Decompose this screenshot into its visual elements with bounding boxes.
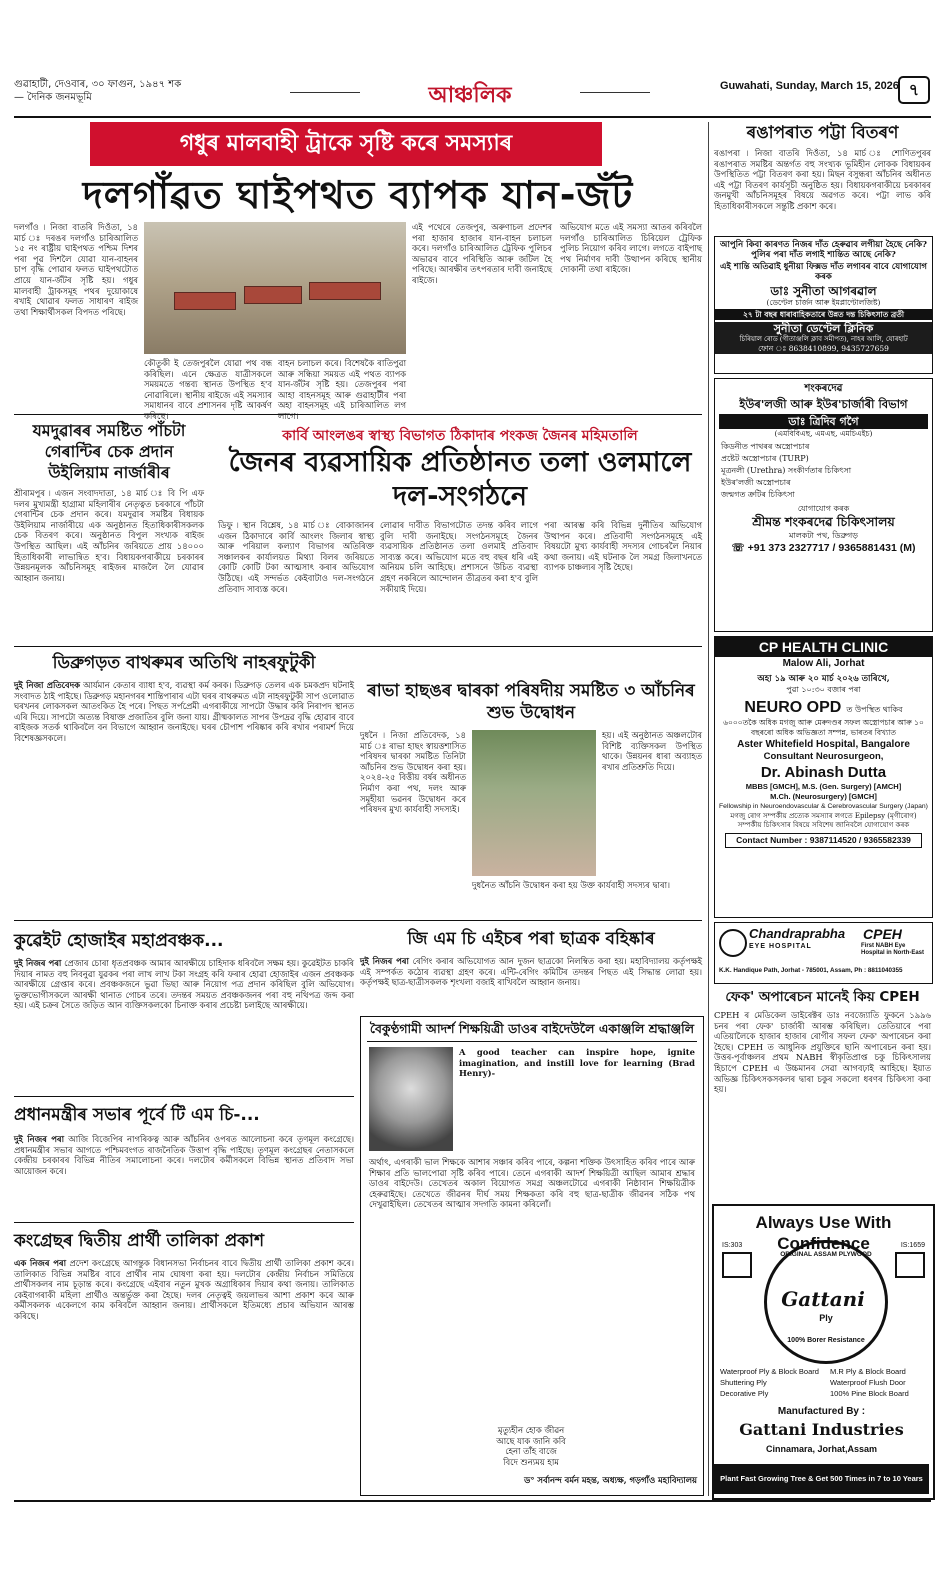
lead-body-col5: অভিযোগ মতে এই সমস্যা আতৰ কৰিবলৈ দলগাঁও চাৰিআলিত চিৰিয়েল ট্ৰেফিক পুলিচ নিয়োগ কৰিব লাগে। লগতে বাইপাছ পথ নিৰ্মাণৰ দাবী উত্থাপন কৰিছে স্থানীয় দোকানী তথা ৰাইজে। <box>560 222 702 275</box>
karbi-headline: জৈনৰ ব্যৱসায়িক প্ৰতিষ্ঠানত তলা ওলমালে দল-সংগঠনে <box>228 447 692 512</box>
gmch-headline: জি এম চি এইচৰ পৰা ছাত্ৰক বহিষ্কাৰ <box>407 929 655 949</box>
pm-headline: প্ৰধানমন্ত্ৰীৰ সভাৰ পূৰ্বে টি এম চি-... <box>14 1105 260 1125</box>
dental-ad-address: চিৰিয়াল ৰোড (গীতাঞ্জলি ক্লাব সমীপত), নাহৰ আলি, যোৰহাট <box>715 335 932 344</box>
urology-ad-contact-label: যোগাযোগ কৰক <box>797 504 850 513</box>
section-rule <box>14 414 702 415</box>
cpeh-ad-address: K.K. Handique Path, Jorhat - 785001, Assam, Ph : 8811040355 <box>719 967 903 974</box>
cp-ad-fellowship: Fellowship in Neuroendovascular & Cerebrovascular Surgery (Japan) <box>719 803 928 810</box>
congress-headline: কংগ্ৰেছৰ দ্বিতীয় প্ৰাৰ্থী তালিকা প্ৰকাশ <box>14 1231 265 1251</box>
lead-body-col2: কৌতুকী ই তেজপুৰলৈ যোৱা পথ বন্ধ কৰিছিল। এনে ক্ষেত্ৰত যাত্ৰীসকলে সময়মতে গন্তব্য স্থানত উপস্থিত হ'ব নোৱাৰিলে। স্থানীয় ৰাইজে এই সমস্যাৰ সমাধানৰ বাবে প্ৰশাসনৰ দৃষ্টি আকৰ্ষণ কৰিছে। <box>144 358 272 421</box>
masthead-rule <box>14 116 931 118</box>
dibrugarh-byline: দুই নিজা প্ৰতিবেদক <box>14 680 80 690</box>
congress-body <box>14 1258 354 1494</box>
page-bottom-rule <box>14 1500 931 1502</box>
gattani-ad-slogan: Always Use With Confidence <box>755 1213 892 1253</box>
obituary-body: অৰ্থাৎ, এগৰাকী ভাল শিক্ষকে আশাৰ সঞ্চাৰ কৰিব পাৰে, কল্পনা শক্তিক উৎসাহিত কৰিব পাৰে আৰু শিক্ষাৰ প্ৰতি ভালপোৱা সৃষ্টি কৰিব পাৰে। তেনে এগৰাকী আদৰ্শ শিক্ষয়িত্ৰী আছিল আমাৰ শ্ৰদ্ধাৰ ডাওৰ বাইদেউ। তেখেতৰ অকাল বিয়োগত সমগ্ৰ অঞ্চলটোৱে এগৰাকী নিষ্ঠাবান শিক্ষয়িত্ৰীক হেৰুৱাইছে। তেখেতে জীৱনৰ দীৰ্ঘ সময় শিক্ষকতা কৰি বহু ছাত্ৰ-ছাত্ৰীক জীৱনৰ সঠিক পথ দেখুৱাইছিল। তেখেতৰ আত্মাৰ সদগতি কামনা কৰিলোঁ। <box>369 1157 695 1210</box>
section-rule <box>14 646 702 647</box>
gattani-company: Gattani Industries <box>739 1420 904 1439</box>
cp-ad-time: পুৱা ১০:৩০ বজাৰ পৰা <box>786 685 861 694</box>
masthead-paper-subtitle: — দৈনিক জনমভূমি <box>14 92 92 103</box>
obituary-headline: বৈকুণ্ঠগামী আদৰ্শ শিক্ষয়িত্ৰী ডাওৰ বাইদেউলৈ একাঞ্জলি শ্ৰদ্ধাঞ্জলি <box>367 1021 697 1042</box>
gattani-ad <box>712 1204 935 1500</box>
gattani-seal-brand: Gattani <box>781 1287 865 1311</box>
rabha-body-col2: হয়। এই অনুষ্ঠানত অঞ্চলটোৰ বিশিষ্ট ব্যক্তিসকল উপস্থিত থাকে। উন্নয়নৰ ধাৰা অব্যাহত ৰখাৰ প্ৰতিশ্ৰুতি দিয়ে। <box>602 730 702 772</box>
obituary-signature: ড° সৰ্বানন্দ বৰ্মন মহন্ত, অধ্যক্ষ, গড়গাঁও মহাবিদ্যালয় <box>524 1475 697 1485</box>
pm-text: আজি বিজেপিৰ নাগৰিকত্ব আৰু আঁচনিৰ ওপৰত আলোচনা কৰে তৃণমূল কংগ্ৰেছে। প্ৰধানমন্ত্ৰীৰ সভাৰ আগতে পশ্চিমবংগত ৰাজনৈতিক উত্তাপ বৃদ্ধি পাইছে। তৃণমূল কংগ্ৰেছৰ নেতাসকলে কেন্দ্ৰীয় চৰকাৰৰ বিভিন্ন নীতিৰ সমালোচনা কৰে। দলটোৰ কৰ্মীসকলে বিভিন্ন স্থানত প্ৰতিবাদ সভা আয়োজন কৰে। <box>14 1134 354 1176</box>
cpeh-article-headline: ফেক' অপাৰেচন মানেই কিয় CPEH <box>725 989 920 1005</box>
cp-ad-opd-suffix: ত উপস্থিত থাকিব <box>846 705 903 714</box>
obituary-box <box>360 1016 704 1496</box>
gattani-mfd-by: Manufactured By : <box>777 1406 866 1417</box>
cp-ad-hospital: Aster Whitefield Hospital, Bangalore <box>737 739 910 750</box>
gmch-byline: দুই নিজৰ পৰা <box>360 956 409 966</box>
gattani-product-item: Waterproof Flush Door <box>830 1378 906 1387</box>
obituary-photo <box>369 1047 453 1151</box>
urology-ad-phone <box>715 541 932 555</box>
cp-ad-date: অহা ১৯ আৰু ২০ মাৰ্চ ২০২৬ তাৰিখে, <box>757 674 890 684</box>
gattani-products-left <box>720 1366 828 1399</box>
gattani-product-item: Waterproof Ply & Block Board <box>720 1367 819 1376</box>
gattani-ad-is-left: IS:303 <box>722 1242 743 1249</box>
masthead-date-english: Guwahati, Sunday, March 15, 2026 <box>720 80 899 92</box>
cp-ad-degrees1: MBBS [GMCH], M.S. (Gen. Surgery) [AMCH] <box>745 782 902 791</box>
rabha-caption: দুধনৈত আঁচনি উদ্বোধন কৰা হয় উক্ত কাৰ্যবাহী সদস্যৰ দ্বাৰা। <box>472 880 671 890</box>
gmch-body <box>360 956 702 1010</box>
isi-mark-icon <box>895 1252 925 1278</box>
dental-ad-phone: ফোন ঃ 8638410899, 9435727659 <box>715 344 932 354</box>
karbi-body-col3: পৰা আৰম্ভ কৰি বিভিন্ন দুৰ্নীতিৰ অভিযোগ উত্থাপন কৰে। প্ৰতিবাদী সংগঠনসমূহে এই বিষয়টো মুখ্য কাৰ্যবাহী সদস্যৰ গোচৰলৈ নিয়াৰ কথা জনায়। এই ঘটনাক লৈ সমগ্ৰ জিলাখনতে ব্যাপক চাঞ্চল্যৰ সৃষ্টি হৈছে। <box>544 520 702 573</box>
column-divider <box>708 122 709 1496</box>
lead-body-col3: বাহন চলাচল কৰে। বিশেষকৈ ৰাতিপুৱা আৰু সন্ধিয়া সময়ত এই পথত ব্যাপক যান-জঁটৰ সৃষ্টি হয়। তেজপুৰৰ পৰা আহা বাহনসমূহ আৰু গুৱাহাটীৰ পৰা অহা বাহনসমূহ এই চাৰিআলিত লগ লাগে। <box>278 358 406 421</box>
kuwait-body <box>14 958 354 1088</box>
cp-ad-contact: Contact Number : 9387114520 / 9365582339 <box>725 833 922 848</box>
cp-health-ad <box>714 636 933 918</box>
ranghar-body: ৰঙাপৰা ৷ নিজা বাতৰি দিওঁতা, ১৪ মাৰ্চ ঃ শোণিতপুৰৰ ৰঙাপৰাত সমষ্টিৰ অন্তৰ্গত বহু সংখ্যক ভূমিহীন লোকক বিধায়কৰ উপস্থিতিত পট্টা বিতৰণ কৰা হয়। মিছন বসুন্ধৰা আঁচনিৰ অধীনত এই পট্টা বিতৰণ কাৰ্যসূচী অনুষ্ঠিত হয়। বিধায়কগৰাকীয়ে চৰকাৰৰ জনমুখী আঁচনিসমূহৰ বিষয়ে অৱগত কৰে। পট্টা লাভ কৰি হিতাধিকাৰীসকলে সন্তুষ্টি প্ৰকাশ কৰে। <box>714 148 931 211</box>
dental-ad-clinic: সুনীতা ডেণ্টেল ক্লিনিক <box>715 322 932 335</box>
urology-ad-doctor: ডাঃ ত্ৰিদিব গগৈ <box>719 414 928 429</box>
lead-body-col1: দলগাঁও ৷ নিজা বাতৰি দিওঁতা, ১৪ মাৰ্চ ঃ দৰঙৰ দলগাঁও চাৰিআলিত ১৫ নং ৰাষ্ট্ৰীয় ঘাইপথত পশ্চিম দিশৰ পৰা পূৱ দিশলৈ যোৱা যান-বাহনৰ চাপ বৃদ্ধি পোৱাৰ ফলত ঘাইপথটোত প্ৰায়ে যান-জঁটৰ সৃষ্টি হয়। গধুৰ মালবাহী ট্ৰাকসমূহ পথৰ দুয়োকাষে ৰখাই থোৱাৰ ফলত সাধাৰণ ৰাইজ তথা শিক্ষাৰ্থীসকল বিপদত পৰিছে। <box>14 222 138 317</box>
urology-ad-phone-text: +91 373 2327717 / 9365881431 (M) <box>747 542 916 554</box>
urology-ad-services <box>715 439 932 503</box>
gattani-seal-brand-sub: Ply <box>819 1313 833 1323</box>
pm-body <box>14 1134 354 1214</box>
eye-icon <box>719 929 747 957</box>
dental-ad <box>714 236 933 374</box>
masthead <box>0 76 945 118</box>
karbi-body-col1: ডিফু ৷ স্থান বিশ্লেষ, ১৪ মাৰ্চ ঃ বোকাজানৰ এজন ঠিকাদাৰে কাৰ্বি আংলং জিলাৰ স্বাস্থ্য আৰু পৰিয়াল কল্যাণ বিভাগৰ অতিৰিক্ত সঞ্চালকৰ কাৰ্যালয়ত মিথ্যা বিলৰ জৰিয়তে কোটি কোটি টকা আত্মসাৎ কৰাৰ অভিযোগ উঠিছে। এই সন্দৰ্ভত কেইবাটাও দল-সংগঠনে প্ৰতিবাদ সাব্যস্ত কৰে। <box>218 520 374 594</box>
cp-ad-doctor: Dr. Abinash Dutta <box>760 764 887 781</box>
cp-ad-experience: ৬০০০তকৈ অধিক মগজু আৰু মেৰুদণ্ডৰ সফল অস্ত্ৰোপচাৰ আৰু ১০ বছৰৰো অধিক অভিজ্ঞতা সম্পন্ন, ভাৰতৰ বিখ্যাত <box>723 718 924 737</box>
urology-service-item: মূত্ৰনলী (Urethra) সংকীৰ্ণতাৰ চিকিৎসা <box>721 466 852 475</box>
phone-icon: ☏ <box>731 542 748 554</box>
kuwait-headline: কুৱেইট হোজাইৰ মহাপ্ৰবঞ্চক... <box>14 931 224 951</box>
karbi-kicker: কাৰ্বি আংলঙৰ স্বাস্থ্য বিভাগত ঠিকাদাৰ পংকজ জৈনৰ মহিমতালি <box>282 428 638 444</box>
rabha-headline: ৰাভা হাছঙৰ দ্বাৰকা পৰিষদীয় সমষ্টিত ৩ আঁচনিৰ শুভ উদ্বোধন <box>367 681 695 723</box>
dibrugarh-headline: ডিব্ৰুগড়ত বাথৰুমৰ অতিথি নাহৰফুটুকী <box>52 653 316 673</box>
paper-logo: আঞ্চলিক <box>370 78 570 115</box>
congress-byline: এক নিজৰ পৰা <box>14 1258 67 1268</box>
page-number: ৭ <box>898 76 930 104</box>
cpeh-ad-tag: First NABH Eye Hospital in North-East <box>861 943 925 956</box>
gattani-location: Cinnamara, Jorhat,Assam <box>765 1444 878 1454</box>
cpeh-ad <box>714 922 933 984</box>
yamduar-body: শ্ৰীৰামপুৰ ৷ এজন সংবাদদাতা, ১৪ মাৰ্চ ঃ বি পি এফ দলৰ মুখ্যমন্ত্ৰী হাগ্ৰামা মহিলাৰীৰ নেতৃত্বত চৰকাৰে পাঁচটা গেৰান্টিৰ চেক প্ৰদান কৰে। যমদুৱাৰ সমষ্টিৰ বিধায়ক উইলিয়াম নাৰ্জাৰীয়ে এক অনুষ্ঠানত হিতাধিকাৰীসকলক চেক বিতৰণ কৰে। অনুষ্ঠানত বিপুল সংখ্যক ৰাইজ উপস্থিত আছিল। এই আঁচনিৰ জৰিয়তে প্ৰায় ১৪০০০ হিতাধিকাৰী লাভান্বিত হ'ব। বিধায়কগৰাকীয়ে চৰকাৰৰ উন্নয়নমূলক আঁচনিসমূহ ৰাইজৰ মাজলৈ লৈ যোৱাৰ আহ্বান জনায়। <box>14 488 204 583</box>
gattani-products-right <box>830 1366 930 1399</box>
urology-service-item: কিডনীত পাথৰৰ অস্ত্ৰোপচাৰ <box>721 442 810 451</box>
cp-ad-opd-line <box>715 697 932 717</box>
cp-ad-title: CP HEALTH CLINIC <box>715 637 932 657</box>
cpeh-ad-logo: CPEH <box>863 926 902 942</box>
cpeh-ad-sub: EYE HOSPITAL <box>749 943 812 950</box>
obituary-poem: মৃত্যুহীন হোক জীৱন আছে যাক জানি কবি হেনা তাঁহ বাজে বিদে শুন্যময় হাম <box>496 1425 566 1467</box>
masthead-date-line: গুৱাহাটী, দেওবাৰ, ৩০ ফাগুন, ১৯৪৭ শক <box>14 79 182 90</box>
dental-ad-doctor: ডাঃ সুনীতা আগৰৱাল <box>770 284 877 298</box>
cp-ad-opd: NEURO OPD <box>744 699 842 716</box>
cp-ad-note: মগজু ৰোগ সম্পৰ্কীয় প্ৰত্যেক সমস্যাৰ লগতে Epilepsy (মৃগীৰোগ) সম্পৰ্কীয় চিকিৎসাৰ বিষয়ে সবিশেষ জানিবলৈ যোগাযোগ কৰক <box>730 812 917 829</box>
ranghar-headline: ৰঙাপৰাত পট্টা বিতৰণ <box>746 123 899 143</box>
urology-ad-hospital: শ্ৰীমন্ত শংকৰদেৱ চিকিৎসালয় <box>752 514 895 529</box>
urology-ad-doctor-sub: (এমবিবিএছ, এমএছ, এমচিএইচ) <box>774 429 873 438</box>
truck-shape <box>244 286 302 304</box>
gattani-seal-bottom: 100% Borer Resistance <box>787 1337 865 1344</box>
gattani-product-item: M.R Ply & Block Board <box>830 1367 906 1376</box>
urology-ad <box>714 378 933 632</box>
lead-body-col4: এই পথেৰে তেজপুৰ, অৰুণাচল প্ৰদেশৰ পৰা হাজাৰ হাজাৰ যান-বাহন চলাচল কৰে। দলগাঁও চাৰিআলিত ট্ৰেফিক পুলিচৰ অভাৱৰ বাবে পৰিস্থিতি আৰু জটিল হৈ পৰিছে। আৰক্ষীৰ তৎপৰতাৰ দাবী জনাইছে ৰাইজে। <box>412 222 552 285</box>
dental-ad-line2: এই শান্তি অতিৱাই ধুনীয়া ফিক্সড দাঁত লগাবৰ বাবে যোগাযোগ কৰক <box>720 262 927 282</box>
yamduar-headline: যমদুৱাৰৰ সমষ্টিত পাঁচটা গেৰান্টিৰ চেক প্ৰদান উইলিয়াম নাৰ্জাৰীৰ <box>32 421 186 482</box>
cp-ad-role: Consultant Neurosurgeon, <box>763 751 884 762</box>
lead-headline: দলগাঁৱত ঘাইপথত ব্যাপক যান-জঁট <box>82 173 634 217</box>
truck-shape <box>309 282 381 300</box>
congress-text: প্ৰদেশ কংগ্ৰেছে আগন্তুক বিধানসভা নিৰ্বাচনৰ বাবে দ্বিতীয় প্ৰাৰ্থী তালিকা প্ৰকাশ কৰে। তালিকাত বিভিন্ন সমষ্টিৰ বাবে প্ৰাৰ্থীৰ নাম ঘোষণা কৰা হয়। দলটোৰ কেন্দ্ৰীয় নিৰ্বাচন সমিতিয়ে প্ৰাৰ্থীসকলৰ নাম চূড়ান্ত কৰে। কংগ্ৰেছে এইবাৰ নতুন মুখক অগ্ৰাধিকাৰ দিয়াৰ কথা জনায়। তালিকাত কেইবাগৰাকী মহিলা প্ৰাৰ্থীও অন্তৰ্ভুক্ত কৰা হৈছে। দলৰ নেতৃত্বই জয়লাভৰ আশা প্ৰকাশ কৰে আৰু কৰ্মীসকলক একেলগে কাম কৰিবলৈ আহ্বান জনায়। প্ৰাৰ্থীসকলে ইতিমধ্যে প্ৰচাৰ অভিযান আৰম্ভ কৰিছে। <box>14 1258 354 1321</box>
karbi-body-col2: লোৱাৰ দাবীত বিভাগটোত তদন্ত কৰিব লাগে বুলি দাবী জনাইছে। সংগঠনসমূহে জৈনৰ ব্যৱসায়িক প্ৰতিষ্ঠানত তলা ওলমাই প্ৰতিবাদ সাব্যস্ত কৰে। অভিযোগ মতে বহু বছৰ ধৰি এই অনিয়ম চলি আহিছে। প্ৰশাসনে উচিত ব্যৱস্থা গ্ৰহণ নকৰিলে আন্দোলন তীব্ৰতৰ কৰা হ'ব বুলি সকীয়াই দিয়ে। <box>380 520 538 594</box>
dibrugarh-body <box>14 680 354 916</box>
section-rule <box>14 1222 354 1223</box>
gmch-text: ৰেগিং কৰাৰ অভিযোগত আন দুজন ছাত্ৰকো নিলম্বিত কৰা হয়। মহাবিদ্যালয় কৰ্তৃপক্ষই এই সম্পৰ্কত কঠোৰ ব্যৱস্থা গ্ৰহণ কৰে। এন্টি-ৰেগিং কমিটিৰ তদন্তৰ পিছত এই সিদ্ধান্ত লোৱা হয়। কৰ্তৃপক্ষই ছাত্ৰ-ছাত্ৰীসকলক শৃংখলা বজাই ৰাখিবলৈ আহ্বান জনায়। <box>360 956 702 988</box>
gattani-product-item: Shuttering Ply <box>720 1378 767 1387</box>
kuwait-text: প্ৰেজাৰ চোৰা ধৃতপ্ৰবঞ্চক আমাৰ আৰক্ষীয়ে চাহিদাক ধৰিবলৈ সক্ষম হয়। কুৱেইটত চাকৰি দিয়াৰ নামত বহু নিবনুৱা যুৱকৰ পৰা লাখ লাখ টকা সংগ্ৰহ কৰি ফৰাৰ হোৱা হোজাইৰ এজন প্ৰবঞ্চকক আৰক্ষীয়ে গ্ৰেপ্তাৰ কৰে। প্ৰবঞ্চকজনে ভুৱা ভিছা আৰু নিয়োগ পত্ৰ প্ৰদান কৰিছিল বুলি অভিযোগ। ভুক্তভোগীসকলে আৰক্ষী থানাত গোচৰ তৰে। তদন্তৰ সময়ত প্ৰবঞ্চকজনৰ পৰা বহু নথিপত্ৰ জব্দ কৰা হয়। এই চক্ৰৰ সৈতে জড়িত আন ব্যক্তিসকলকো চিনাক্ত কৰাৰ প্ৰচেষ্টা চলাইছে আৰক্ষীয়ে। <box>14 958 354 1011</box>
dental-ad-years: ২৭ টা বছৰ ধাৰাবাহিকতাৰে উন্নত দন্ত চিকিৎসাত ব্ৰতী <box>715 309 932 320</box>
gattani-product-item: 100% Pine Block Board <box>830 1389 909 1398</box>
urology-service-item: ইউৰ'লজী অস্ত্ৰোপচাৰ <box>721 478 791 487</box>
section-rule <box>14 920 702 921</box>
cp-ad-subtitle: Malow Ali, Jorhat <box>782 658 865 669</box>
gattani-seal-top: ORIGINAL ASSAM PLYWOOD <box>780 1251 872 1258</box>
urology-ad-address: মালকটা পথ, ডিব্ৰুগড় <box>788 531 859 540</box>
truck-shape <box>174 292 236 310</box>
lead-photo <box>144 222 406 354</box>
dental-ad-line1: আপুনি কিবা কাৰণত নিজৰ দাঁত হেৰুৱাব লগীয়া হৈছে নেকি? পুলিৰ পৰা দাঁত লগাই শান্তিত আছে নেকি? <box>720 240 927 260</box>
gattani-ad-is-right: IS:1659 <box>900 1242 925 1249</box>
isi-mark-icon <box>722 1252 752 1278</box>
urology-service-item: প্ৰষ্টেট অস্ত্ৰোপচাৰ (TURP) <box>721 454 809 463</box>
dental-ad-doctor-sub: (ডেণ্টেল চাৰ্জন আৰু ইমপ্লাণ্টোলজিষ্ট) <box>766 298 881 307</box>
obituary-quote: A good teacher can inspire hope, ignite imagination, and instill love for learning (Brad Henry)- <box>459 1047 695 1079</box>
obituary-body-top <box>459 1047 695 1151</box>
dibrugarh-text: আৰ্যমান কেতাৰ ব্যাধা হ'ব, ব্যৱস্থা কৰ্ম কৰক। ডিব্ৰুগড় তেলৰ এক চমকপ্ৰদ ঘটনাই সংবাদত ঠাই পাইছে। ডিব্ৰুগড় মহানগৰৰ শান্তিপাৰাৰ এটা ঘৰৰ বাথৰুমত এটা নাহৰফুটুকী সাপ ওলোৱাত ঘৰখনৰ লোকসকল আতংকিত হৈ পৰে। পিছত সৰ্পপ্ৰেমী এগৰাকীয়ে সাপটো উদ্ধাৰ কৰি নিৰাপদ স্থানত এৰি দিয়ে। সাপটো অত্যন্ত বিষাক্ত প্ৰজাতিৰ বুলি জনা যায়। গ্ৰীষ্মকালত সাপৰ উপদ্ৰৱ বৃদ্ধি হোৱাৰ বাবে ৰাইজক সতৰ্ক থাকিবলৈ বন বিভাগে আহ্বান জনাইছে। ঘৰৰ চৌপাশ পৰিষ্কাৰ কৰি ৰখাৰ পৰামৰ্শ দিয়ে বিশেষজ্ঞসকলে। <box>14 680 354 743</box>
kuwait-byline: দুই নিজৰ পৰা <box>14 958 62 968</box>
pm-byline: দুই নিজৰ পৰা <box>14 1134 65 1144</box>
urology-service-item: জন্মগত ক্ৰটিৰ চিকিৎসা <box>721 490 795 499</box>
section-rule <box>14 1096 354 1097</box>
rabha-body-col1: দুধনৈ ৷ নিজা প্ৰতিবেদক, ১৪ মাৰ্চ ঃ ৰাভা হাছং স্বায়ত্তশাসিত পৰিষদৰ দ্বাৰকা সমষ্টিত তিনিটা আঁচনিৰ শুভ উদ্বোধন কৰা হয়। ২০২৪-২৫ বিত্তীয় বৰ্ষৰ অধীনত নিৰ্মাণ কৰা পথ, দলং আৰু সমূহীয়া ভৱনৰ উদ্বোধন কৰে পৰিষদৰ মুখ্য কাৰ্যবাহী সদস্যই। <box>360 730 466 815</box>
cpeh-article-body: CPEH ৰ মেডিকেল ডাইৰেক্টৰ ডাঃ নবজ্যোতি ফুকনে ১৯৯৬ চনৰ পৰা ফেক' চাৰ্জাৰী আৰম্ভ কৰিছিল। তেতিয়াৰে পৰা এতিয়ালৈকে হাজাৰ হাজাৰ ৰোগীৰ সফল ফেক' অপাৰেচন কৰা হৈছে। CPEH ত আধুনিক প্ৰযুক্তিৰে ছানি অপাৰেচন কৰা হয়। উত্তৰ-পূৰ্বাঞ্চলৰ প্ৰথম NABH স্বীকৃতিপ্ৰাপ্ত চকু চিকিৎসালয় হিচাপে CPEH এ উচ্চমানৰ সেৱা আগবঢ়াই আহিছে। ইয়াত অভিজ্ঞ চিকিৎসকসকলৰ দ্বাৰা চকুৰ সকলো ধৰণৰ চিকিৎসা কৰা হয়। <box>714 1010 931 1095</box>
urology-ad-logo: শংকৰদেৱ <box>804 383 843 394</box>
urology-ad-dept: ইউৰ'লজী আৰু ইউৰ'চাৰ্জাৰী বিভাগ <box>739 397 908 411</box>
gattani-footer: Plant Fast Growing Tree & Get 500 Times in 7 to 10 Years <box>714 1464 929 1494</box>
lead-kicker: গধুৰ মালবাহী ট্ৰাকে সৃষ্টি কৰে সমস্যাৰ <box>90 122 602 166</box>
cp-ad-degrees2: M.Ch. (Neurosurgery) [GMCH] <box>770 792 877 801</box>
gattani-product-item: Decorative Ply <box>720 1389 769 1398</box>
masthead-date-bengali <box>14 78 181 104</box>
gattani-seal <box>764 1240 888 1364</box>
rabha-photo <box>472 730 596 876</box>
cpeh-ad-name: Chandraprabha <box>749 926 846 941</box>
